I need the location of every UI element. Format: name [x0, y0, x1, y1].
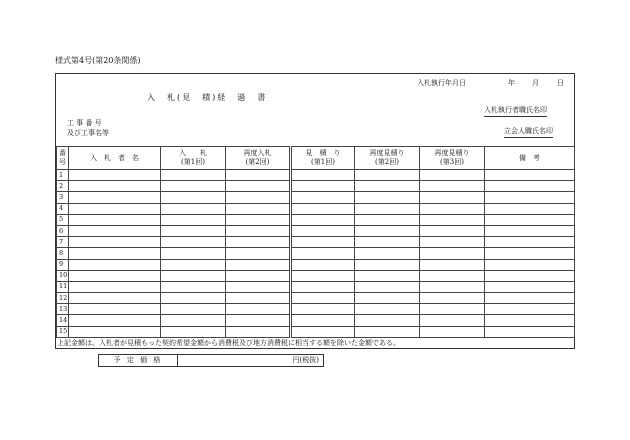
table-row: [57, 192, 575, 203]
entry-cell[interactable]: [69, 237, 161, 248]
row-number: 10: [57, 270, 69, 281]
entry-cell[interactable]: [355, 293, 420, 304]
bid-date-day: 日: [557, 79, 564, 87]
entry-cell[interactable]: [291, 293, 355, 304]
row-number: 1: [57, 170, 69, 181]
entry-cell[interactable]: [420, 315, 485, 326]
entry-cell[interactable]: [420, 270, 485, 281]
entry-cell[interactable]: [355, 304, 420, 315]
entry-cell[interactable]: [69, 170, 161, 181]
entry-cell[interactable]: [420, 225, 485, 236]
estimated-price-box: [98, 354, 324, 367]
entry-cell[interactable]: [69, 326, 161, 337]
header-number: 番 号: [57, 147, 69, 170]
row-number: 15: [57, 326, 69, 337]
entry-cell[interactable]: [355, 214, 420, 225]
entry-cell[interactable]: [485, 304, 575, 315]
entry-cell[interactable]: [161, 304, 226, 315]
entry-cell[interactable]: [420, 259, 485, 270]
row-number: 8: [57, 248, 69, 259]
entry-cell[interactable]: [69, 214, 161, 225]
table-row: [57, 281, 575, 292]
entry-cell[interactable]: [355, 326, 420, 337]
bid-date-label: 入札執行年月日: [417, 79, 466, 87]
entry-cell[interactable]: [355, 259, 420, 270]
entry-cell[interactable]: [226, 259, 291, 270]
entry-cell[interactable]: [226, 248, 291, 259]
table-row: [57, 270, 575, 281]
header-bid-1: 入 札 (第1回): [161, 147, 226, 170]
row-number: 6: [57, 225, 69, 236]
entry-cell[interactable]: [291, 326, 355, 337]
work-number-label: 工 事 番 号: [67, 119, 102, 127]
header-bidder-name: 入 札 者 名: [69, 147, 161, 170]
entry-cell[interactable]: [226, 192, 291, 203]
row-number: 9: [57, 259, 69, 270]
entry-cell[interactable]: [420, 203, 485, 214]
entry-cell[interactable]: [69, 203, 161, 214]
entry-cell[interactable]: [161, 326, 226, 337]
entry-cell[interactable]: [161, 181, 226, 192]
entry-cell[interactable]: [226, 315, 291, 326]
entry-cell[interactable]: [485, 248, 575, 259]
entry-cell[interactable]: [420, 281, 485, 292]
row-number: 12: [57, 293, 69, 304]
entry-cell[interactable]: [226, 225, 291, 236]
entry-cell[interactable]: [226, 203, 291, 214]
entry-cell[interactable]: [420, 181, 485, 192]
witness-signature: 立会人職氏名印: [504, 126, 553, 138]
entry-cell[interactable]: [69, 315, 161, 326]
entry-cell[interactable]: [485, 192, 575, 203]
entry-cell[interactable]: [355, 192, 420, 203]
entry-cell[interactable]: [485, 281, 575, 292]
table-row: [57, 304, 575, 315]
entry-cell[interactable]: [420, 304, 485, 315]
row-number: 2: [57, 181, 69, 192]
entry-cell[interactable]: [355, 315, 420, 326]
entry-cell[interactable]: [69, 270, 161, 281]
entry-cell[interactable]: [69, 225, 161, 236]
estimated-price-unit: 円(税抜): [292, 356, 319, 364]
entry-cell[interactable]: [161, 270, 226, 281]
entry-cell[interactable]: [69, 293, 161, 304]
entry-cell[interactable]: [485, 237, 575, 248]
entry-cell[interactable]: [355, 181, 420, 192]
entry-cell[interactable]: [69, 259, 161, 270]
entry-cell[interactable]: [69, 304, 161, 315]
bid-date-month: 月: [532, 79, 539, 87]
entry-cell[interactable]: [420, 237, 485, 248]
entry-cell[interactable]: [485, 203, 575, 214]
entry-cell[interactable]: [291, 203, 355, 214]
entry-cell[interactable]: [355, 248, 420, 259]
entry-cell[interactable]: [420, 293, 485, 304]
entry-cell[interactable]: [355, 203, 420, 214]
table-row: [57, 293, 575, 304]
entry-cell[interactable]: [485, 259, 575, 270]
header-remarks: 備 考: [485, 147, 575, 170]
entry-cell[interactable]: [226, 181, 291, 192]
entry-cell[interactable]: [161, 237, 226, 248]
entry-cell[interactable]: [291, 259, 355, 270]
entry-cell[interactable]: [161, 203, 226, 214]
table-row: [57, 326, 575, 337]
entry-cell[interactable]: [355, 281, 420, 292]
entry-cell[interactable]: [291, 248, 355, 259]
table-row: [57, 170, 575, 181]
entry-cell[interactable]: [161, 281, 226, 292]
table-row: [57, 315, 575, 326]
entry-cell[interactable]: [291, 214, 355, 225]
entry-cell[interactable]: [291, 170, 355, 181]
footnote: 上記金額は、入札者が見積もった契約希望金額から消費税及び地方消費税に相当する額を除いた金額である。: [57, 339, 400, 347]
entry-cell[interactable]: [226, 326, 291, 337]
entry-cell[interactable]: [161, 315, 226, 326]
document-title: 入 札(見 積)経 過 書: [147, 93, 268, 102]
entry-cell[interactable]: [291, 281, 355, 292]
bid-table: [56, 146, 575, 338]
entry-cell[interactable]: [226, 304, 291, 315]
entry-cell[interactable]: [161, 214, 226, 225]
form-number: 様式第4号(第20条関係): [55, 56, 141, 65]
entry-cell[interactable]: [420, 248, 485, 259]
entry-cell[interactable]: [355, 225, 420, 236]
entry-cell[interactable]: [161, 192, 226, 203]
executor-signature: 入札執行者職氏名印: [484, 105, 547, 117]
entry-cell[interactable]: [291, 304, 355, 315]
header-re-estimate-2: 再度見積り (第2回): [355, 147, 420, 170]
entry-cell[interactable]: [291, 237, 355, 248]
entry-cell[interactable]: [485, 270, 575, 281]
entry-cell[interactable]: [420, 170, 485, 181]
entry-cell[interactable]: [355, 270, 420, 281]
row-number: 14: [57, 315, 69, 326]
header-rebid-2: 再度入札 (第2回): [226, 147, 291, 170]
estimated-price-label: 予 定 価 格: [99, 355, 178, 366]
entry-cell[interactable]: [485, 326, 575, 337]
entry-cell[interactable]: [69, 281, 161, 292]
row-number: 13: [57, 304, 69, 315]
row-number: 11: [57, 281, 69, 292]
entry-cell[interactable]: [161, 225, 226, 236]
entry-cell[interactable]: [291, 192, 355, 203]
entry-cell[interactable]: [226, 293, 291, 304]
entry-cell[interactable]: [291, 270, 355, 281]
entry-cell[interactable]: [226, 270, 291, 281]
entry-cell[interactable]: [226, 214, 291, 225]
entry-cell[interactable]: [161, 170, 226, 181]
row-number: 5: [57, 214, 69, 225]
entry-cell[interactable]: [420, 214, 485, 225]
work-name-label: 及び工事名等: [67, 129, 109, 137]
entry-cell[interactable]: [69, 181, 161, 192]
entry-cell[interactable]: [420, 192, 485, 203]
entry-cell[interactable]: [226, 237, 291, 248]
entry-cell[interactable]: [485, 315, 575, 326]
row-number: 4: [57, 203, 69, 214]
entry-cell[interactable]: [291, 315, 355, 326]
entry-cell[interactable]: [291, 181, 355, 192]
entry-cell[interactable]: [226, 281, 291, 292]
entry-cell[interactable]: [355, 237, 420, 248]
table-row: [57, 203, 575, 214]
table-header-row: [57, 147, 575, 170]
entry-cell[interactable]: [485, 181, 575, 192]
header-re-estimate-3: 再度見積り (第3回): [420, 147, 485, 170]
table-row: [57, 225, 575, 236]
entry-cell[interactable]: [161, 248, 226, 259]
entry-cell[interactable]: [69, 248, 161, 259]
entry-cell[interactable]: [161, 293, 226, 304]
table-row: [57, 259, 575, 270]
table-row: [57, 237, 575, 248]
entry-cell[interactable]: [291, 225, 355, 236]
entry-cell[interactable]: [355, 170, 420, 181]
table-row: [57, 214, 575, 225]
entry-cell[interactable]: [420, 326, 485, 337]
table-row: [57, 181, 575, 192]
entry-cell[interactable]: [485, 214, 575, 225]
row-number: 7: [57, 237, 69, 248]
entry-cell[interactable]: [485, 225, 575, 236]
entry-cell[interactable]: [161, 259, 226, 270]
entry-cell[interactable]: [485, 293, 575, 304]
row-number: 3: [57, 192, 69, 203]
entry-cell[interactable]: [226, 170, 291, 181]
bid-date-year: 年: [508, 79, 515, 87]
entry-cell[interactable]: [69, 192, 161, 203]
entry-cell[interactable]: [485, 170, 575, 181]
table-row: [57, 248, 575, 259]
header-estimate-1: 見 積 り (第1回): [291, 147, 355, 170]
